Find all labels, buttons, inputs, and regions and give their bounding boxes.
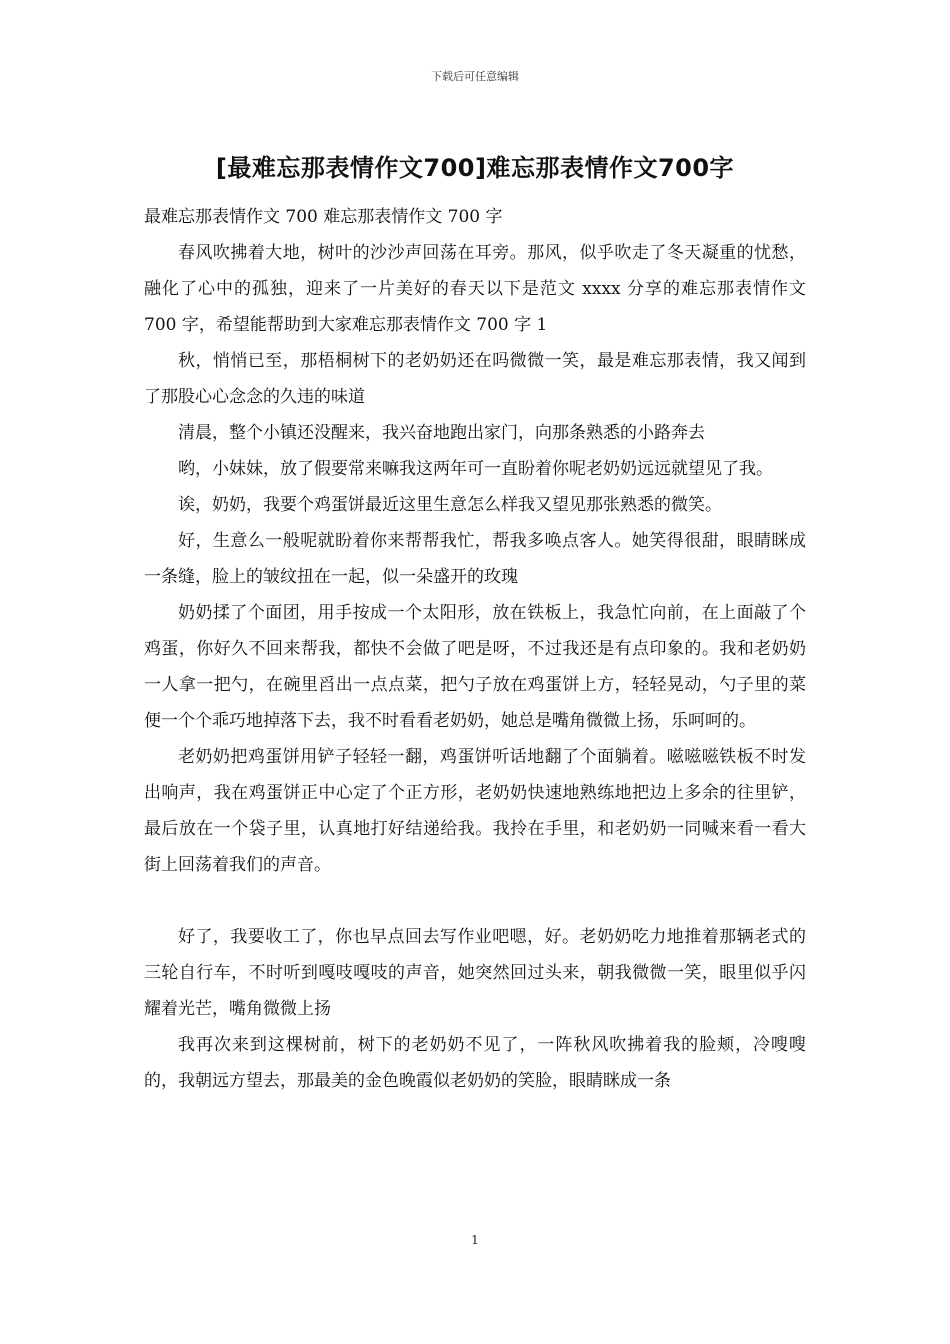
page-number: 1 [471, 1233, 479, 1247]
paragraph: 秋，悄悄已至，那梧桐树下的老奶奶还在吗微微一笑，最是难忘那表情，我又闻到了那股心心念念的久违的味道 [144, 351, 806, 407]
document-subtitle: 最难忘那表情作文 700 难忘那表情作文 700 字 [144, 207, 503, 227]
paragraph: 好，生意么一般呢就盼着你来帮帮我忙，帮我多唤点客人。她笑得很甜，眼睛眯成一条缝，脸上的皱纹扭在一起，似一朵盛开的玫瑰 [144, 531, 806, 587]
paragraph: 好了，我要收工了，你也早点回去写作业吧嗯，好。老奶奶吃力地推着那辆老式的三轮自行车，不时听到嘎吱嘎吱的声音，她突然回过头来，朝我微微一笑，眼里似乎闪耀着光芒，嘴角微微上扬 [144, 927, 806, 1019]
document-body [144, 199, 806, 1099]
paragraph: 清晨，整个小镇还没醒来，我兴奋地跑出家门，向那条熟悉的小路奔去 [178, 423, 705, 443]
paragraph: 我再次来到这棵树前，树下的老奶奶不见了，一阵秋风吹拂着我的脸颊，冷嗖嗖的，我朝远方望去，那最美的金色晚霞似老奶奶的笑脸，眼睛眯成一条 [144, 1035, 806, 1091]
paragraph: 哟，小妹妹，放了假要常来嘛我这两年可一直盼着你呢老奶奶远远就望见了我。 [178, 459, 773, 479]
paragraph: 奶奶揉了个面团，用手按成一个太阳形，放在铁板上，我急忙向前，在上面敲了个鸡蛋，你好久不回来帮我，都快不会做了吧是呀，不过我还是有点印象的。我和老奶奶一人拿一把勺，在碗里舀出一点点菜，把勺子放在鸡蛋饼上方，轻轻晃动，勺子里的菜便一个个乖巧地掉落下去，我不时看看老奶奶，她总是嘴角微微上扬，乐呵呵的。 [144, 603, 806, 731]
document-title: [最难忘那表情作文700]难忘那表情作文700字 [215, 154, 735, 182]
paragraph: 老奶奶把鸡蛋饼用铲子轻轻一翻，鸡蛋饼听话地翻了个面躺着。嗞嗞嗞铁板不时发出响声，我在鸡蛋饼正中心定了个正方形，老奶奶快速地熟练地把边上多余的往里铲，最后放在一个袋子里，认真地打好结递给我。我拎在手里，和老奶奶一同喊来看一看大街上回荡着我们的声音。 [144, 747, 806, 875]
paragraph-gap [144, 883, 806, 919]
header-note: 下载后可任意编辑 [431, 70, 519, 83]
paragraph: 春风吹拂着大地，树叶的沙沙声回荡在耳旁。那风，似乎吹走了冬天凝重的忧愁，融化了心中的孤独，迎来了一片美好的春天以下是范文 xxxx 分享的难忘那表情作文 700 字，希望能帮助到大家难忘那表情作文 700 字 1 [144, 243, 806, 335]
paragraph: 诶，奶奶，我要个鸡蛋饼最近这里生意怎么样我又望见那张熟悉的微笑。 [178, 495, 722, 515]
